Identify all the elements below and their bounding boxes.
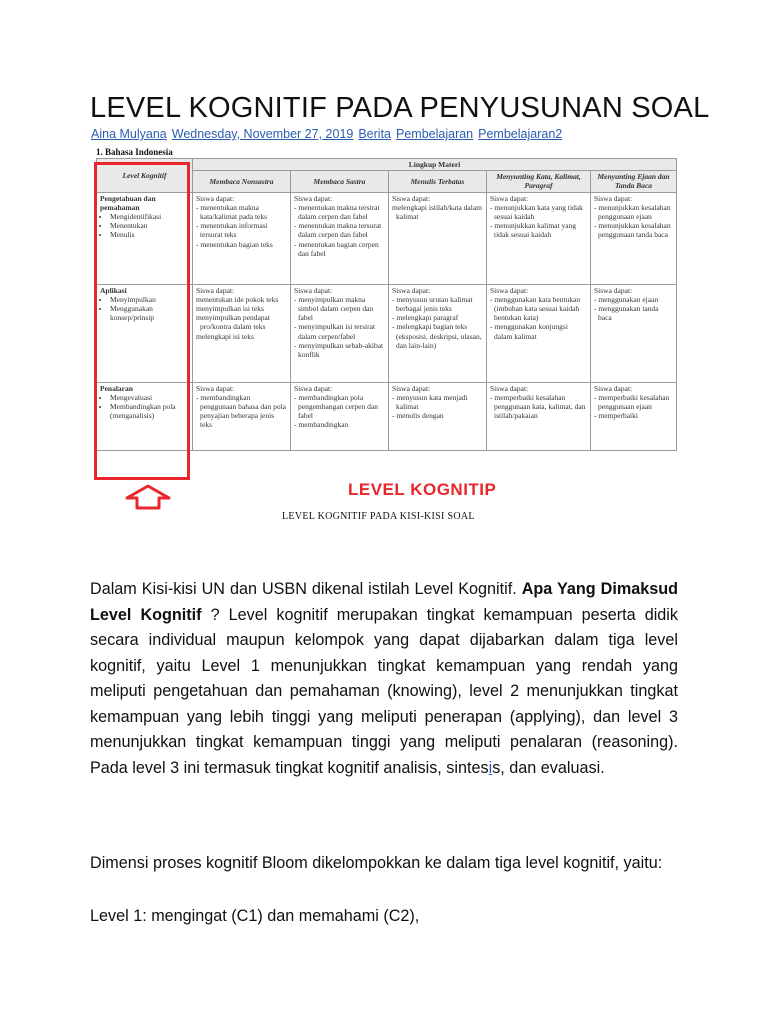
cell-item: - menggunakan konjungsi dalam kalimat xyxy=(490,322,568,341)
table-cell xyxy=(591,284,677,382)
column-header: Membaca Nonsastra xyxy=(193,171,291,192)
table-cell xyxy=(487,192,591,284)
cell-head: Siswa dapat: xyxy=(490,383,529,393)
cell-head: Siswa dapat: xyxy=(594,193,633,203)
level-item: • Menentukan xyxy=(110,221,189,230)
level-item: • Menggunakan konsep/prinsip xyxy=(110,304,189,322)
author-link[interactable]: Aina Mulyana xyxy=(91,127,167,141)
cell-item: - memperbaiki kesalahan penggunaan kata, kalimat, dan istilah/pakaian xyxy=(490,392,586,421)
figure-heading: 1. Bahasa Indonesia xyxy=(96,147,173,157)
cell-item: - menyimpulkan makna simbol dalam cerpen dan fabel xyxy=(294,294,374,323)
cell-item: - memperbaiki kesalahan penggunaan ejaan xyxy=(594,392,670,412)
cell-head: Siswa dapat: xyxy=(196,193,235,203)
cell-item: melengkapi isi teks xyxy=(196,331,254,341)
cell-head: Siswa dapat: xyxy=(392,383,431,393)
column-header: Menyunting Kata, Kalimat, Paragraf xyxy=(487,171,591,192)
table-cell xyxy=(591,192,677,284)
post-meta xyxy=(91,127,567,141)
cell-item: - menggunakan ejaan xyxy=(594,294,659,304)
table-cell xyxy=(487,284,591,382)
cell-item: melengkapi istilah/kata dalam kalimat xyxy=(392,202,482,222)
paragraph-level1: Level 1: mengingat (C1) dan memahami (C2), xyxy=(90,907,420,925)
cell-item: - menentukan informasi tersurat teks xyxy=(196,221,268,240)
column-header: Membaca Sastra xyxy=(291,171,389,192)
figure-caption: LEVEL KOGNITIF PADA KISI-KISI SOAL xyxy=(282,511,475,522)
cell-item: - menunjukkan kesalahan penggunaan tanda baca xyxy=(594,221,671,240)
cell-head: Siswa dapat: xyxy=(594,285,633,295)
cell-item: - menentukan makna kata/kalimat pada teks xyxy=(196,202,268,222)
table-cell xyxy=(291,192,389,284)
date-link[interactable]: Wednesday, November 27, 2019 xyxy=(171,127,354,141)
table-cell xyxy=(389,284,487,382)
cell-item: menyimpulkan pendapat pro/kontra dalam teks xyxy=(196,313,270,332)
cell-item: - melengkapi bagian teks (eksposisi, deskripsi, ulasan, dan lain-lain) xyxy=(392,322,482,350)
cell-item: - menulis dengan xyxy=(392,411,444,421)
table-cell xyxy=(591,382,677,450)
cell-item: - menentukan bagian cerpen dan fabel xyxy=(294,239,379,258)
cell-item: - melengkapi paragraf xyxy=(392,313,459,323)
cell-item: - menentukan makna tersurat dalam cerpen dan fabel xyxy=(294,221,382,240)
cell-head: Siswa dapat: xyxy=(392,193,431,203)
level-item: • Menyimpulkan xyxy=(110,295,189,304)
table-cell xyxy=(291,382,389,450)
cell-item: - menunjukkan kesalahan penggunaan ejaan xyxy=(594,202,671,222)
cell-item: menyimpulkan isi teks xyxy=(196,304,264,314)
cell-item: - membandingkan penggunaan bahasa dan pola penyajian beberapa jenis teks xyxy=(196,392,287,430)
cell-item: - memperbaiki xyxy=(594,411,638,421)
cell-head: Siswa dapat: xyxy=(294,193,333,203)
cell-head: Siswa dapat: xyxy=(490,285,529,295)
cell-item: - menunjukkan kalimat yang tidak sesuai kaidah xyxy=(490,221,577,240)
cell-item: - membandingkan xyxy=(294,420,349,430)
highlight-box xyxy=(94,162,190,480)
cell-head: Siswa dapat: xyxy=(294,383,333,393)
level-header: Level Kognitif xyxy=(97,159,193,193)
level-title: Aplikasi xyxy=(100,285,127,295)
cell-head: Siswa dapat: xyxy=(294,285,333,295)
page-title: LEVEL KOGNITIF PADA PENYUSUNAN SOAL xyxy=(90,92,710,124)
level-item: • Menulis xyxy=(110,230,189,239)
paragraph-bloom: Dimensi proses kognitif Bloom dikelompokkan ke dalam tiga level kognitif, yaitu: xyxy=(90,854,663,872)
cell-item: - menentukan bagian teks xyxy=(196,239,273,249)
cell-item: - membandingkan pola pengembangan cerpen dan fabel xyxy=(294,392,378,421)
cell-item: - menggunakan tanda baca xyxy=(594,304,659,323)
tag-link-pembelajaran[interactable]: Pembelajaran xyxy=(396,127,474,141)
cell-item: - menyimpulkan isi tersirat dalam cerpen/fabel xyxy=(294,322,376,341)
annotation-label: LEVEL KOGNITIP xyxy=(348,480,497,499)
paragraph-intro: Dalam Kisi-kisi UN dan USBN dikenal istilah Level Kognitif. Apa Yang Dimaksud Level Kognitif ? Level kognitif merupakan tingkat kemampuan peserta didik secara individual maupun kelompok yang dapat dijabarkan dalam tiga level kognitif, yaitu Level 1 menunjukkan tingkat kemampuan yang rendah yang meliputi pengetahuan dan pemahaman (knowing), level 2 menunjukkan tingkat kemampuan yang lebih tinggi yang meliputi penerapan (applying), dan level 3 menunjukkan tingkat kemampuan tinggi yang meliputi penalaran (reasoning). Pada level 3 ini termasuk tingkat kognitif analisis, sintesis, dan evaluasi. xyxy=(90,580,678,777)
table-cell xyxy=(193,192,291,284)
group-header: Lingkup Materi xyxy=(193,159,677,171)
cell-item: - menyusun kata menjadi kalimat xyxy=(392,392,468,412)
cell-item: - menentukan makna tersirat dalam cerpen dan fabel xyxy=(294,202,380,222)
cell-head: Siswa dapat: xyxy=(392,285,431,295)
cell-head: Siswa dapat: xyxy=(196,383,235,393)
cell-item: - menggunakan kata bentukan (imbuhan kata sesuai kaidah bentukan kata) xyxy=(490,294,581,323)
column-header: Menulis Terbatas xyxy=(389,171,487,192)
cell-head: Siswa dapat: xyxy=(594,383,633,393)
level-title: Pengetahuan dan pemahaman xyxy=(100,193,156,212)
cell-item: - menunjukkan kata yang tidak sesuai kaidah xyxy=(490,202,583,222)
level-item: • Mengevaluasi xyxy=(110,393,189,402)
column-header: Menyunting Ejaan dan Tanda Baca xyxy=(591,171,677,192)
table-cell xyxy=(193,382,291,450)
table-cell xyxy=(389,382,487,450)
cell-head: Siswa dapat: xyxy=(196,285,235,295)
tag-link-berita[interactable]: Berita xyxy=(358,127,391,141)
tag-link-pembelajaran2[interactable]: Pembelajaran2 xyxy=(478,127,563,141)
up-arrow-icon xyxy=(117,484,179,510)
cell-head: Siswa dapat: xyxy=(490,193,529,203)
table-cell xyxy=(487,382,591,450)
cell-item: menentukan ide pokok teks xyxy=(196,294,279,304)
bold-question: Apa Yang Dimaksud Level Kognitif xyxy=(90,580,678,624)
table-cell xyxy=(389,192,487,284)
level-item: • Membandingkan pola (menganalisis) xyxy=(110,402,189,420)
level-item: • Mengidentifikasi xyxy=(110,212,189,221)
inline-link[interactable]: i xyxy=(488,758,493,777)
cell-item: - menyusun urutan kalimat berbagai jenis teks xyxy=(392,294,473,314)
cell-item: - menyimpulkan sebab-akibat konflik xyxy=(294,340,384,360)
table-cell xyxy=(193,284,291,382)
table-cell xyxy=(291,284,389,382)
level-title: Penalaran xyxy=(100,383,133,393)
